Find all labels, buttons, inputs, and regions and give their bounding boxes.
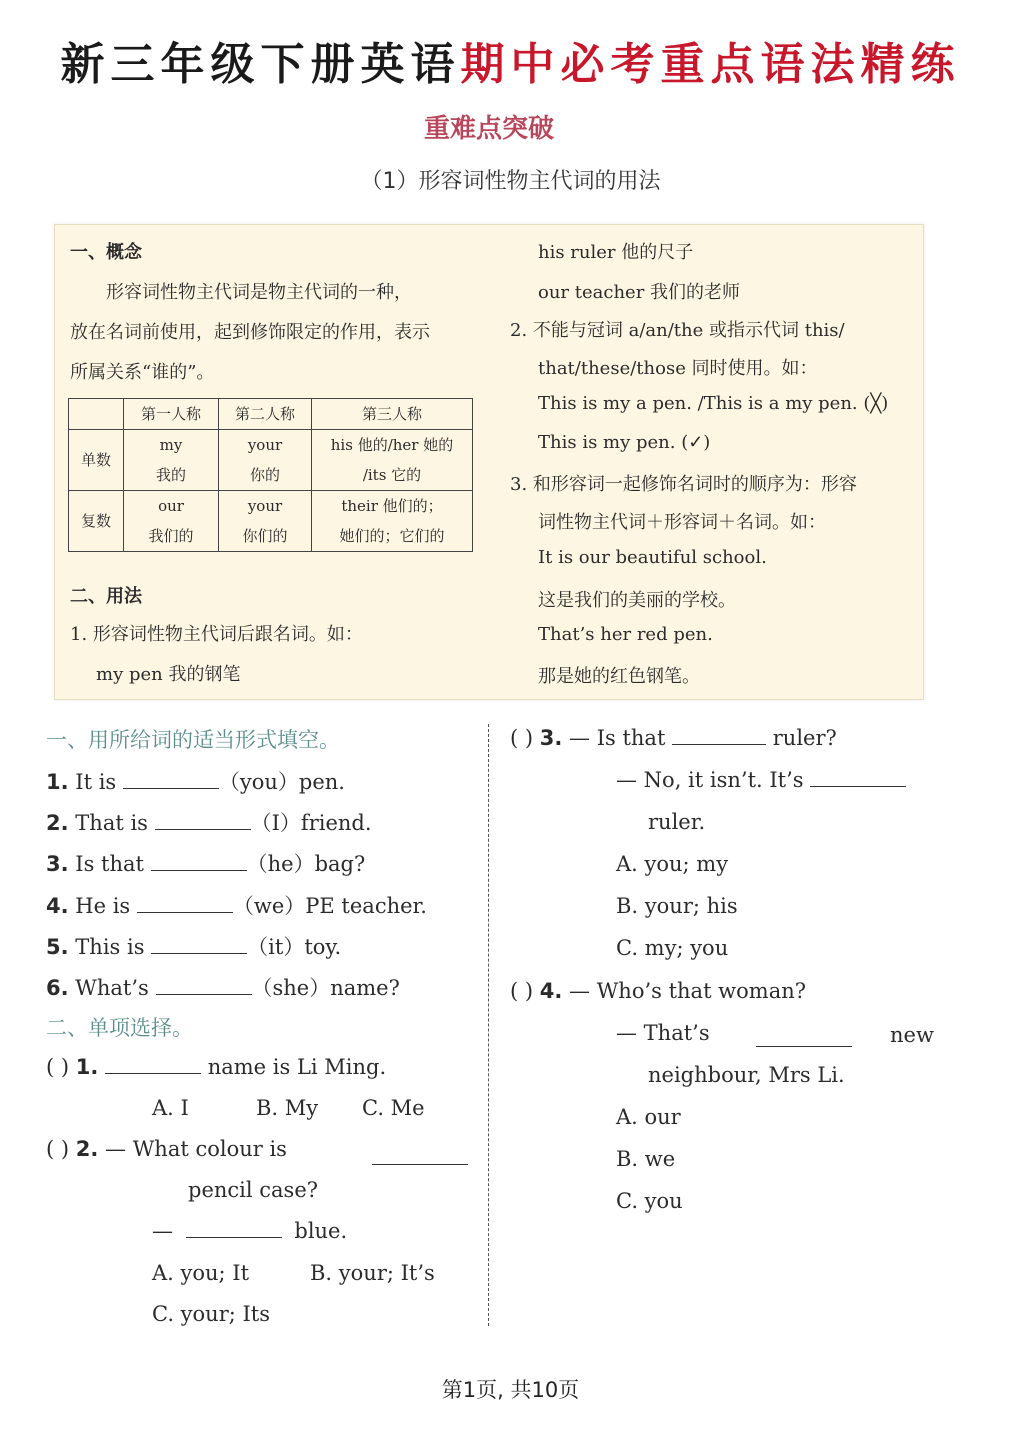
usage-line: That’s her red pen.	[538, 624, 713, 645]
page-title: 新三年级下册英语期中必考重点语法精练	[60, 39, 961, 90]
fill-item: 1. It is （you）pen.	[46, 770, 345, 794]
fill-item: 4. He is （we）PE teacher.	[46, 894, 427, 918]
cell-line: 我的	[155, 466, 186, 484]
cell-line: their 他们的；	[341, 497, 443, 515]
answer-paren[interactable]: ( )	[46, 1137, 70, 1161]
table-header: 第二人称	[219, 399, 312, 430]
table-cell	[219, 491, 312, 552]
option: A. our	[616, 1105, 681, 1129]
question-line: pencil case?	[188, 1178, 319, 1202]
answer-blank[interactable]	[137, 898, 233, 913]
option: B. your; his	[616, 894, 738, 918]
option: B. we	[616, 1147, 676, 1171]
question-line: — No, it isn’t. It’s	[616, 768, 906, 792]
cell-line: his 他的/her 她的	[330, 436, 454, 454]
answer-blank	[672, 730, 766, 745]
usage-line: that/these/those 同时使用。如：	[538, 358, 818, 379]
usage-line: 3. 和形容词一起修饰名词时的顺序为：形容	[510, 474, 857, 495]
option: B. My	[256, 1096, 319, 1120]
column-divider	[488, 724, 489, 1326]
cell-line: 你们的	[242, 527, 288, 545]
table-row	[69, 430, 473, 491]
cell-line: our	[158, 497, 184, 515]
concept-heading: 一、概念	[70, 242, 142, 263]
fill-item: 3. Is that （he）bag?	[46, 852, 366, 876]
choice-question-3: ( ) 3. — Is that ruler?	[510, 726, 837, 750]
usage-example: my pen 我的钢笔	[96, 664, 241, 685]
usage-line: 2. 不能与冠词 a/an/the 或指示代词 this/	[510, 320, 845, 341]
answer-blank	[810, 772, 906, 787]
table-header: 第一人称	[124, 399, 219, 430]
page-number: 第1页, 共10页	[441, 1378, 580, 1402]
part2-heading: 二、单项选择。	[46, 1016, 193, 1040]
option: C. your; Its	[152, 1302, 271, 1326]
concept-line: 所属关系“谁的”。	[70, 362, 215, 383]
answer-paren[interactable]: ( )	[46, 1055, 70, 1079]
cell-line: 你的	[249, 466, 280, 484]
answer-blank[interactable]	[156, 980, 252, 995]
concept-line: 放在名词前使用，起到修饰限定的作用，表示	[70, 322, 430, 343]
choice-question-4: ( ) 4. — Who’s that woman?	[510, 979, 807, 1003]
cell-line: 我们的	[148, 527, 194, 545]
row-label: 单数	[69, 430, 124, 491]
usage-line: 1. 形容词性物主代词后跟名词。如：	[70, 624, 363, 645]
table-header: 第三人称	[312, 399, 473, 430]
option: A. you; my	[616, 852, 729, 876]
option: C. you	[616, 1189, 683, 1213]
section-title: （1）形容词性物主代词的用法	[360, 169, 661, 194]
option: C. my; you	[616, 936, 729, 960]
pronoun-table	[68, 398, 473, 552]
question-line: neighbour, Mrs Li.	[648, 1063, 845, 1087]
usage-line: 词性物主代词＋形容词＋名词。如：	[538, 512, 826, 533]
table-cell	[312, 491, 473, 552]
option: A. you; It	[152, 1261, 250, 1285]
question-line: ruler.	[648, 810, 706, 834]
cell-line: your	[247, 436, 283, 454]
usage-line: 那是她的红色钢笔。	[538, 666, 700, 687]
usage-line: This is my pen. (✓)	[538, 432, 711, 453]
table-cell	[219, 430, 312, 491]
answer-blank[interactable]	[155, 815, 251, 830]
option: B. your; It’s	[310, 1261, 435, 1285]
cell-line: my	[159, 436, 183, 454]
answer-blank	[372, 1150, 468, 1165]
choice-question-1: ( ) 1. name is Li Ming.	[46, 1055, 387, 1079]
choice-question-2: ( ) 2. — What colour is	[46, 1137, 287, 1161]
table-cell	[69, 399, 124, 430]
fill-item: 6. What’s （she）name?	[46, 976, 400, 1000]
usage-heading: 二、用法	[70, 586, 142, 607]
part1-heading: 一、用所给词的适当形式填空。	[46, 728, 340, 752]
answer-blank[interactable]	[151, 939, 247, 954]
question-line: — blue.	[152, 1219, 348, 1243]
option: C. Me	[362, 1096, 425, 1120]
cell-line: your	[247, 497, 283, 515]
usage-line: our teacher 我们的老师	[538, 282, 741, 303]
table-cell	[124, 430, 219, 491]
concept-line: 形容词性物主代词是物主代词的一种，	[106, 282, 412, 303]
answer-paren[interactable]: ( )	[510, 726, 534, 750]
row-label: 复数	[69, 491, 124, 552]
fill-item: 5. This is （it）toy.	[46, 935, 342, 959]
table-cell	[124, 491, 219, 552]
question-line: — That’s	[616, 1021, 710, 1045]
cell-line: /its 它的	[362, 466, 422, 484]
usage-line: This is my a pen. /This is a my pen. (╳)	[538, 393, 889, 414]
usage-line: It is our beautiful school.	[538, 547, 767, 568]
subtitle: 重难点突破	[423, 114, 554, 144]
answer-blank[interactable]	[151, 856, 247, 871]
question-line: new	[890, 1023, 934, 1047]
answer-blank[interactable]	[123, 774, 219, 789]
answer-blank	[186, 1223, 282, 1238]
option: A. I	[152, 1096, 189, 1120]
fill-item: 2. That is （I）friend.	[46, 811, 372, 835]
cell-line: 她们的；它们的	[339, 527, 445, 545]
answer-blank	[105, 1059, 201, 1074]
table-row	[69, 399, 473, 430]
answer-blank	[756, 1032, 852, 1047]
answer-paren[interactable]: ( )	[510, 979, 534, 1003]
table-cell	[312, 430, 473, 491]
usage-line: 这是我们的美丽的学校。	[538, 590, 736, 611]
table-row	[69, 491, 473, 552]
usage-line: his ruler 他的尺子	[538, 242, 694, 263]
